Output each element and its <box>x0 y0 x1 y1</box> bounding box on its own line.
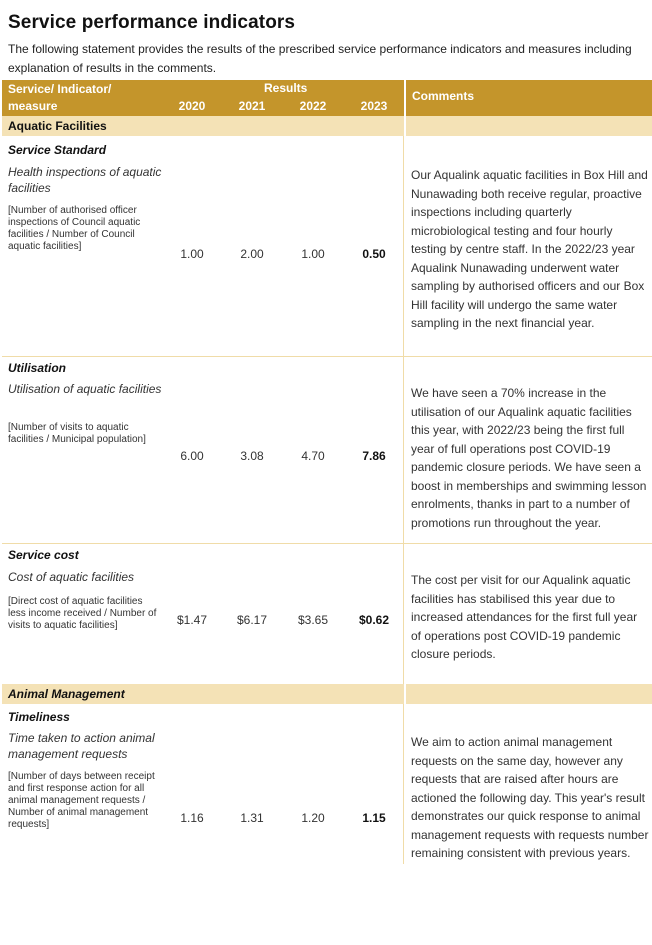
value-2023: 1.15 <box>362 811 386 825</box>
header-year-2022: 2022 <box>299 99 327 113</box>
value-2022: 1.00 <box>301 247 325 261</box>
value-2020: 1.00 <box>180 247 204 261</box>
value-2021: $6.17 <box>236 613 268 627</box>
section-title: Aquatic Facilities <box>8 119 107 133</box>
value-2022: 4.70 <box>301 449 325 463</box>
header-results-label: Results <box>264 81 308 95</box>
value-2020: 1.16 <box>180 811 204 825</box>
row-measure: [Number of authorised officer inspections of Council aquatic facilities / Number of Council aquatic facilities] <box>8 205 141 252</box>
value-2023: 0.50 <box>362 247 386 261</box>
value-2023: 7.86 <box>362 449 386 463</box>
header-comments-label: Comments <box>412 89 475 103</box>
value-2021: 1.31 <box>240 811 264 825</box>
row-subhead: Utilisation <box>8 361 67 375</box>
value-2020: 6.00 <box>180 449 204 463</box>
row-measure: [Number of days between receipt and first response action for all animal management requests / Number of animal management requests] <box>8 771 155 830</box>
section-title: Animal Management <box>8 687 125 701</box>
value-2022: $3.65 <box>297 613 329 627</box>
table-header <box>2 80 652 116</box>
section-band-aquatic-facilities <box>2 116 652 136</box>
header-divider <box>404 80 406 116</box>
row-measure: [Direct cost of aquatic facilities less income received / Number of visits to aquatic facilities] <box>8 596 157 631</box>
row-comment: The cost per visit for our Aqualink aquatic facilities has stabilised this year due to increased attendances for the first full year of operations post COVID-19 pandemic closure periods. <box>411 573 638 661</box>
row-indicator: Time taken to action animal management requests <box>8 731 155 761</box>
column-divider <box>403 136 404 684</box>
value-2021: 2.00 <box>240 247 264 261</box>
row-measure: [Number of visits to aquatic facilities / Municipal population] <box>8 422 146 445</box>
header-year-2020: 2020 <box>178 99 206 113</box>
row-comment: We have seen a 70% increase in the utilisation of our Aqualink aquatic facilities this year, with 2022/23 being the first full year of full operations post COVID-19 pandemic closure periods. We have seen a boost in memberships and swimming lesson enrolments, thanks in part to a number of promotions run throughout the year. <box>411 386 647 530</box>
row-subhead: Timeliness <box>8 710 70 724</box>
row-subhead: Service Standard <box>8 143 107 157</box>
section-band-animal-management <box>2 684 652 704</box>
value-2020: $1.47 <box>176 613 208 627</box>
row-comment: We aim to action animal management requests on the same day, however any requests that are raised after hours are actioned the following day. This year's result demonstrates our quick response to animal management requests with requests number remaining consistent with previous years. <box>411 735 649 860</box>
column-divider <box>403 704 404 864</box>
row-comment: Our Aqualink aquatic facilities in Box Hill and Nunawading both receive regular, proactive inspections including quarterly microbiological testing and four hourly testing by centre staff. In the 2022/23 year Aqualink Nunawading underwent water sampling by authorised officers and our Box Hill facility will undergo the same water sampling in the next financial year. <box>411 168 648 330</box>
value-2022: 1.20 <box>301 811 325 825</box>
row-indicator: Cost of aquatic facilities <box>8 570 135 584</box>
row-subhead: Service cost <box>8 548 79 562</box>
row-divider <box>2 356 652 357</box>
value-2023: $0.62 <box>358 613 390 627</box>
header-year-2021: 2021 <box>238 99 266 113</box>
row-divider <box>2 543 652 544</box>
row-indicator: Utilisation of aquatic facilities <box>8 382 162 396</box>
header-measure-label: measure <box>8 99 58 113</box>
header-service-label: Service/ Indicator/ <box>8 82 112 96</box>
header-year-2023: 2023 <box>360 99 388 113</box>
intro-text: The following statement provides the results of the prescribed service performance indicators and measures including explanation of results in the comments. <box>8 42 632 75</box>
page-title: Service performance indicators <box>8 12 296 33</box>
value-2021: 3.08 <box>240 449 264 463</box>
row-indicator: Health inspections of aquatic facilities <box>8 165 162 195</box>
